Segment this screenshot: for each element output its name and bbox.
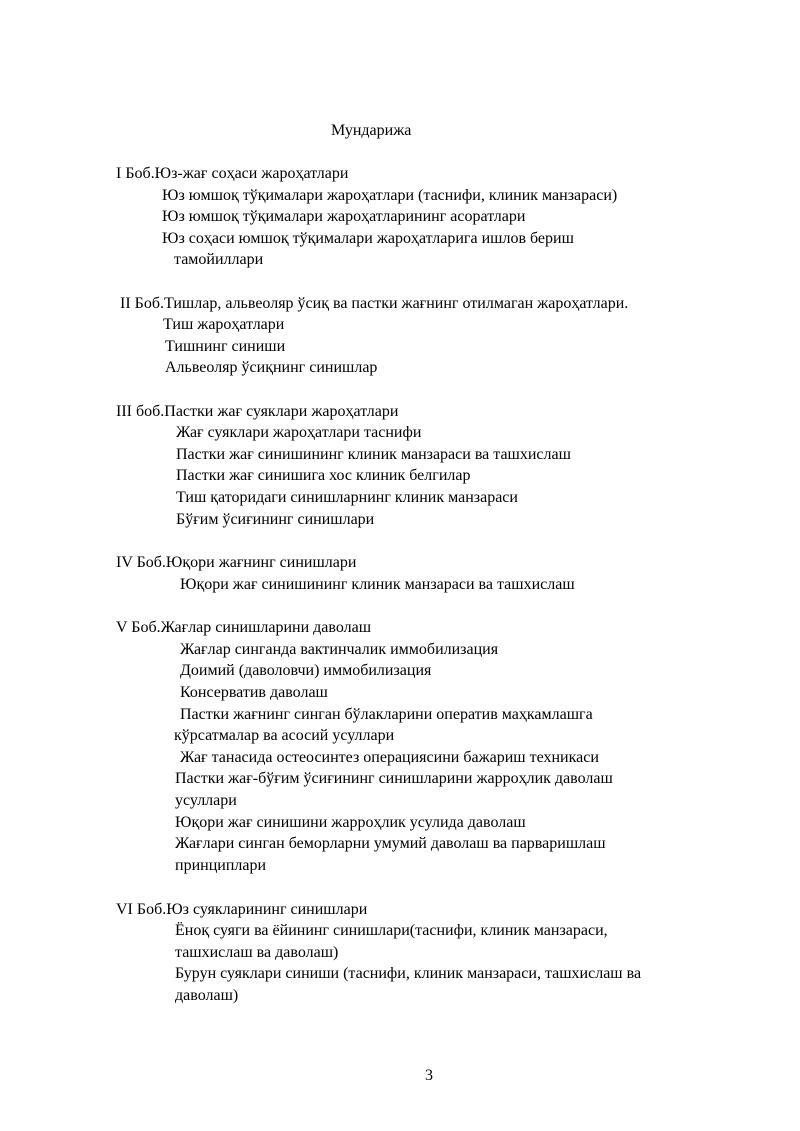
toc-entry: Пастки жағнинг синган бўлакларини оператив маҳкамлашга [180, 706, 593, 723]
toc-entry: Юқори жағ синишининг клиник манзараси ва ташхислаш [180, 576, 575, 593]
toc-entry-continuation: принциплари [175, 857, 267, 874]
toc-entry: Альвеоляр ўсиқнинг синишлар [165, 359, 378, 376]
toc-entry: Доимий (даволовчи) иммобилизация [180, 662, 432, 679]
toc-entry: Консерватив даволаш [180, 684, 328, 701]
toc-entry: Бурун суяклари синиши (таснифи, клиник манзараси, ташхислаш ва [175, 965, 642, 982]
toc-entry: Бўғим ўсиғининг синишлари [176, 511, 375, 528]
toc-entry: Пастки жағ синишига хос клиник белгилар [176, 467, 471, 484]
chapter-4-heading: IV Боб.Юқори жағнинг синишлари [116, 554, 357, 571]
toc-entry: Пастки жағ-бўғим ўсиғининг синишларини жарроҳлик даволаш [175, 770, 613, 787]
chapter-5-heading: V Боб.Жағлар синишларини даволаш [116, 619, 372, 636]
toc-entry-continuation: даволаш) [175, 987, 239, 1004]
toc-entry-continuation: усуллари [175, 792, 237, 809]
toc-entry: Юз юмшоқ тўқималари жароҳатларининг асоратлари [162, 208, 526, 225]
toc-entry: Жағ танасида остеосинтез операциясини бажариш техникаси [180, 749, 599, 766]
chapter-3-heading: III боб.Пастки жағ суяклари жароҳатлари [116, 403, 399, 420]
toc-entry: Ёноқ суяги ва ёйининг синишлари(таснифи, клиник манзараси, [175, 922, 608, 939]
chapter-6-heading: VI Боб.Юз суякларининг синишлари [116, 901, 368, 918]
toc-entry-continuation: ташхислаш ва даволаш) [175, 944, 339, 961]
chapter-2-heading: II Боб.Тишлар, альвеоляр ўсиқ ва пастки жағнинг отилмаган жароҳатлари. [120, 295, 629, 312]
toc-entry: Пастки жағ синишининг клиник манзараси ва ташхислаш [176, 446, 571, 463]
toc-entry: Юқори жағ синишини жарроҳлик усулида даволаш [175, 814, 526, 831]
toc-entry-continuation: тамойиллари [174, 251, 264, 268]
toc-entry: Тиш қаторидаги синишларнинг клиник манзараси [176, 489, 518, 506]
toc-entry: Тишнинг синиши [165, 338, 286, 355]
page-title: Мундарижа [331, 122, 412, 139]
chapter-1-heading: I Боб.Юз-жағ соҳаси жароҳатлари [116, 165, 349, 182]
toc-entry: Жағ суяклари жароҳатлари таснифи [176, 424, 422, 441]
toc-entry: Юз юмшоқ тўқималари жароҳатлари (таснифи, клиник манзараси) [162, 187, 618, 204]
page-number: 3 [425, 1067, 433, 1084]
toc-entry: Жағлари синган беморларни умумий даволаш ва парваришлаш [175, 835, 606, 852]
toc-entry: Тиш жароҳатлари [163, 316, 285, 333]
toc-entry-continuation: кўрсатмалар ва асосий усуллари [174, 727, 395, 744]
toc-entry: Жағлар синганда вактинчалик иммобилизация [180, 641, 499, 658]
toc-entry: Юз соҳаси юмшоқ тўқималари жароҳатларига ишлов бериш [162, 230, 574, 247]
